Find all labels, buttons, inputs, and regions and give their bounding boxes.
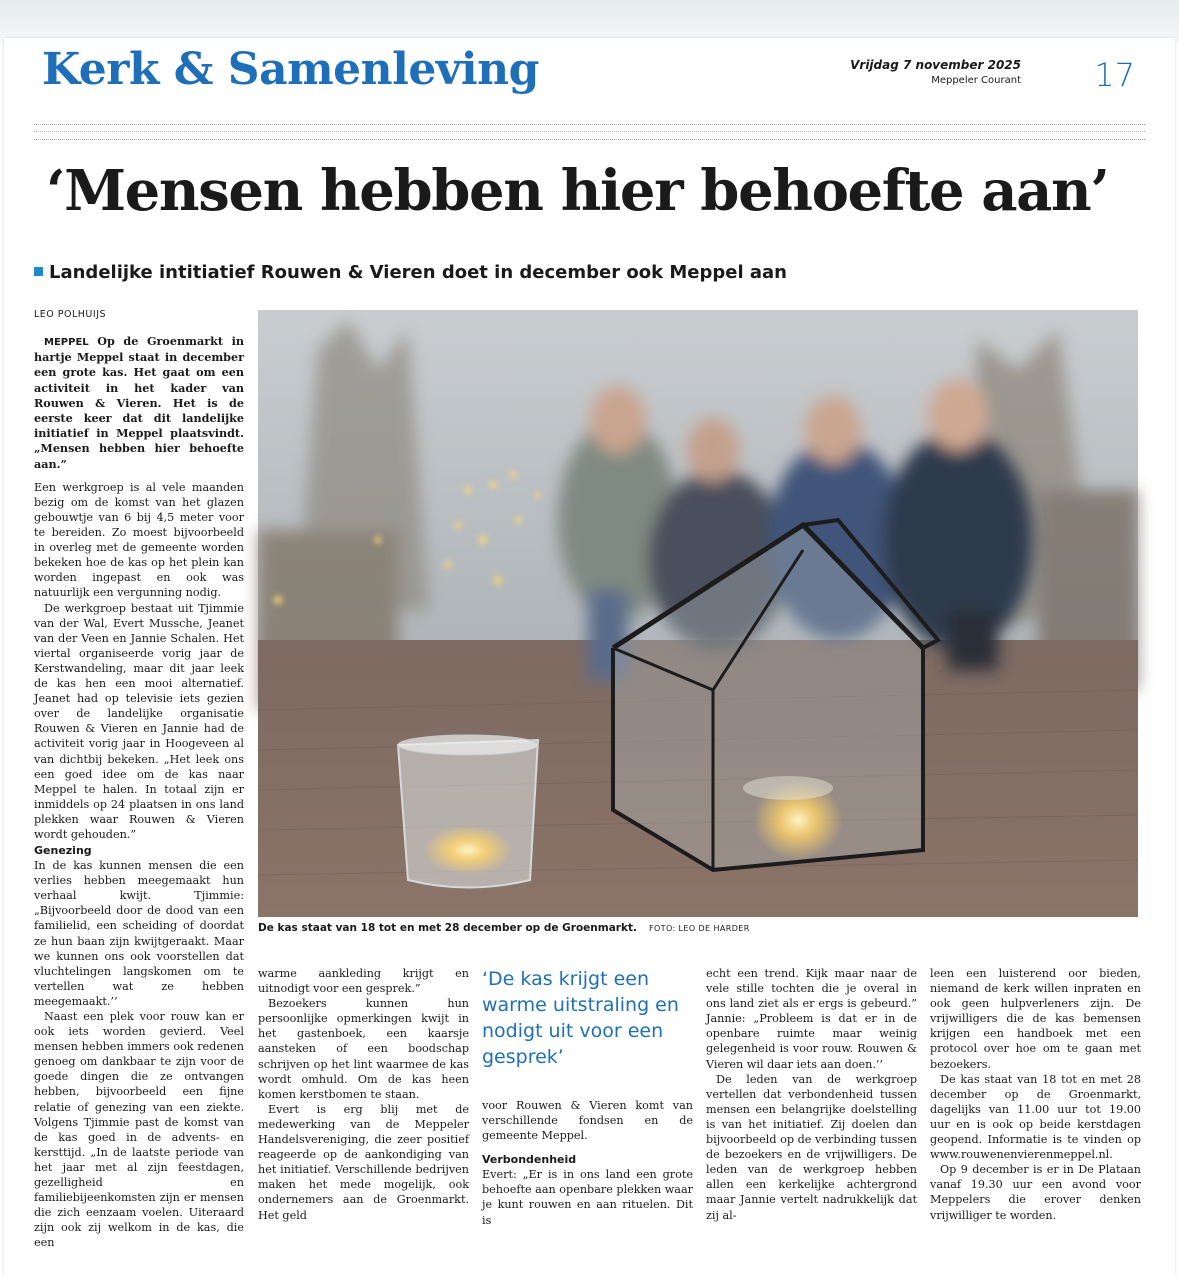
lead-paragraph	[34, 334, 244, 472]
column-2	[258, 966, 469, 1236]
paragraph: Evert is erg blij met de medewerking van de Meppeler Handelsvereniging, die zeer positief reageerde op de aankondiging van het initiatief. Verschillende bedrijven maken het mede mogelijk, ook ondernemers aan de Groenmarkt. Het geld	[258, 1102, 469, 1222]
dotted-divider	[34, 124, 1145, 140]
dateline: MEPPEL	[44, 337, 89, 348]
pull-quote: ‘De kas krijgt een warme uitstraling en nodigt uit voor een gesprek’	[482, 968, 679, 1068]
paragraph: De kas staat van 18 tot en met 28 december op de Groenmarkt, dagelijks van 11.00 uur tot 19.00 uur en is ook op beide kerstdagen geopend. Informatie is te vinden op www.rouwenenvierenmeppel.nl.	[930, 1072, 1141, 1162]
subheadline-text: Landelijke intitiatief Rouwen & Vieren doet in december ook Meppel aan	[49, 262, 787, 283]
section-heading-genezing: Genezing	[34, 844, 92, 858]
byline: LEO POLHUIJS	[34, 309, 107, 320]
paragraph: In de kas kunnen mensen die een verlies hebben meegemaakt hun verhaal kwijt. Tjimmie: „Bijvoorbeeld door de dood van een familielid, een scheiding of doordat ze hun baan zijn kwijtgeraakt. Maar we kunnen ons ook voorstellen dat vluchtelingen langskomen om te vertellen wat ze hebben meegemaakt.’’	[34, 859, 244, 1008]
issue-date: Vrijdag 7 november 2025	[850, 58, 1021, 72]
caption-text: De kas staat van 18 tot en met 28 december op de Groenmarkt.	[258, 922, 637, 934]
photo-illustration	[258, 310, 1138, 917]
paragraph: echt een trend. Kijk maar naar de vele stille tochten die je overal in ons land ziet als er ergs is gebeurd.” Jannie: „Probleem is dat er in de openbare ruimte maar weinig gelegenheid is voor rouw. Rouwen & Vieren wil daar iets aan doen.’’	[706, 967, 917, 1071]
headline: ‘Mensen hebben hier behoefte aan’	[46, 158, 1109, 224]
subheadline	[34, 262, 787, 283]
column-5	[930, 966, 1141, 1236]
article-photo	[258, 310, 1138, 917]
paragraph: warme aankleding krijgt en uitnodigt voor een gesprek.”	[258, 967, 469, 996]
paragraph: Evert: „Er is in ons land een grote behoefte aan openbare plekken waar je kunt rouwen en aan rituelen. Dit is	[482, 1168, 693, 1227]
paragraph: Naast een plek voor rouw kan er ook iets worden gevierd. Veel mensen hebben immers ook redenen genoeg om dankbaar te zijn voor de goede dingen die ze ontvangen hebben, bijvoorbeeld een fijne relatie of genezing van een ziekte. Volgens Tjimmie past de komst van de kas goed in de advents- en kersttijd. „In de laatste periode van het jaar met al zijn feestdagen, gezelligheid en familiebijeenkomsten zijn er mensen die zich eenzaam voelen. Uiteraard zijn ook zij welkom in de kas, die een	[34, 1010, 244, 1250]
paragraph: De werkgroep bestaat uit Tjimmie van der Wal, Evert Mussche, Jeanet van der Veen en Jannie Schalen. Het viertal organiseerde vorig jaar de Kerstwandeling, maar dit jaar leek de kas hen een mooi alternatief. Jeanet had op televisie iets gezien over de landelijke organisatie Rouwen & Vieren en Jannie had de activiteit vorig jaar in Hoogeveen al van dichtbij bekeken. „Het leek ons een goed idee om de kas naar Meppel te halen. In totaal zijn er inmiddels op 24 plaatsen in ons land plekken waar Rouwen & Vieren wordt gehouden.”	[34, 601, 244, 841]
photo-caption	[258, 922, 1138, 934]
paragraph: Op 9 december is er in De Plataan vanaf 19.30 uur een avond voor Meppelers die erover denken vrijwilliger te worden.	[930, 1163, 1141, 1222]
bullet-square-icon	[34, 267, 43, 276]
paragraph: De leden van de werkgroep vertellen dat verbondenheid tussen mensen een belangrijke doelstelling is van het initiatief. Zij doelen dan bijvoorbeeld op de verbinding tussen de bezoekers en de vrijwilligers. De leden van de werkgroep hebben allen een kerkelijke achtergrond maar Jannie vertelt nadrukkelijk dat zij al-	[706, 1072, 917, 1222]
photo-credit: FOTO: LEO DE HARDER	[648, 924, 750, 933]
column-4	[706, 966, 917, 1236]
page-number: 17	[1094, 56, 1135, 94]
section-heading-verbondenheid: Verbondenheid	[482, 1153, 577, 1167]
paragraph: Bezoekers kunnen hun persoonlijke opmerkingen kwijt in het gastenboek, een kaarsje aansteken of een boodschap schrijven op het lint waarmee de kas wordt omhuld. Om de kas heen komen kerstbomen te staan.	[258, 997, 469, 1101]
lead-text: Op de Groenmarkt in hartje Meppel staat in december een grote kas. Het gaat om een activiteit in het kader van Rouwen & Vieren. Het is de eerste keer dat dit landelijke initiatief in Meppel plaatsvindt. „Mensen hebben hier behoefte aan.”	[34, 334, 245, 471]
paragraph: Een werkgroep is al vele maanden bezig om de komst van het glazen gebouwtje van 6 bij 4,5 meter voor te bereiden. Zo moest bijvoorbeeld in overleg met de gemeente worden bekeken hoe de kas op het plein kan worden ingepast en ook was natuurlijk een vergunning nodig.	[34, 480, 244, 600]
column-1	[34, 334, 245, 1250]
column-3	[482, 1098, 693, 1238]
section-title: Kerk & Samenleving	[42, 44, 539, 95]
paper-name: Meppeler Courant	[931, 75, 1021, 86]
paragraph: voor Rouwen & Vieren komt van verschillende fondsen en de gemeente Meppel.	[482, 1099, 693, 1143]
paragraph: leen een luisterend oor bieden, niemand de kerk willen inpraten en ook geen hulpverleners zijn. De vrijwilligers die de kas bemensen krijgen een handboek met een protocol over hoe om te gaan met bezoekers.	[930, 967, 1141, 1071]
date-block	[850, 58, 1021, 86]
